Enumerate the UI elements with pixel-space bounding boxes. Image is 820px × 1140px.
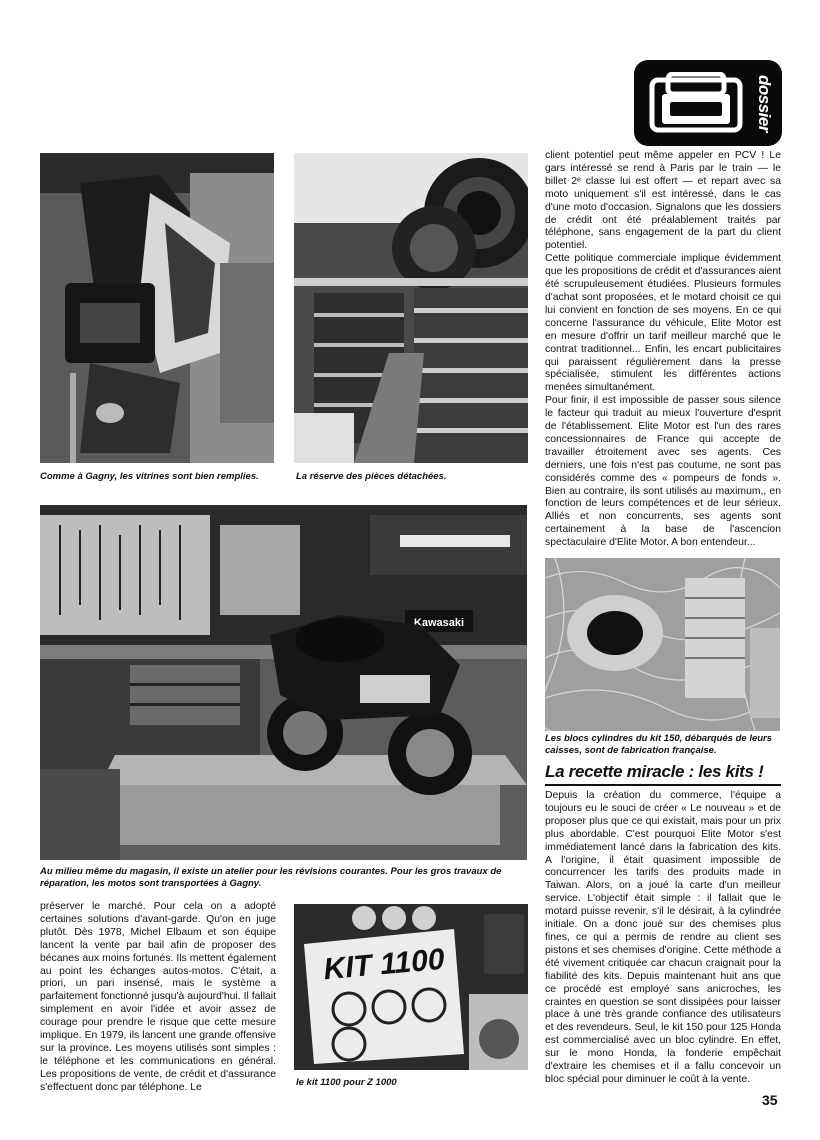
caption-vitrines: Comme à Gagny, les vitrines sont bien remplies. [40,471,259,482]
kawasaki-sign: Kawasaki [413,617,465,629]
paragraph: préserver le marché. Pour cela on a adopté certaines solutions d'avant-garde. Qu'on en juge plutôt. Dès 1978, Michel Elbaum et son équipe lancent la vente par bail afin de proposer des bécanes aux moins fortunés. Ils mettent également au point les échanges autos-motos. C'était, a priori, un pari insensé, mais le système a parfaitement fonctionné jusqu'à aujourd'hui. Il fallait simplement en avoir l'idée et avoir assez de courage pour prendre le risque que cette mesure implique. En 1979, ils lancent une grande offensive sur la province. Les moyens utilisés sont simples : le téléphone et les communications en général. Les propositions de vente, de crédit et d'assurance s'effectuent donc par téléphone. Le [40,901,276,1093]
photo-cylindres [545,558,780,731]
caption-kit: le kit 1100 pour Z 1000 [296,1077,397,1088]
photo-vitrines [40,153,274,463]
page-number: 35 [762,1092,778,1108]
right-column-bottom [545,790,781,1087]
paragraph: Pour finir, il est impossible de passer sous silence le facteur qui traduit au mieux l'ouverture d'esprit de l'établissement. Elite Motor est l'un des rares concessionnaires de France qui accepte de travailler étroitement avec ses agents. Ces derniers, une fois n'est pas coutume, ne sont pas considérés comme des « pompeurs de fonds ». Bien au contraire, ils sont utilisés au maximum,, en fonction de leurs compétences et de leur sérieux. Alliés et non concurrents, ses agents sont certainement à la base de l'ascencion spectaculaire d'Elite Motor. A bon entendeur... [545,395,781,549]
photo-reserve [294,153,528,463]
section-heading: La recette miracle : les kits ! [545,762,764,781]
heading-rule [545,784,781,786]
kit-box-label: KIT 1100 [322,942,446,987]
paragraph: Cette politique commerciale implique évidemment que les propositions de crédit et d'assurances aient été scrupuleusement étudiées. Plusieurs formules d'achat sont proposées, et le motard choisit ce qui lui convient en fonction de ses moyens. En ce qui concerne l'assurance du véhicule, Elite Motor est en mesure d'offrir un tarif meilleur marché que le contrat traditionnel... Enfin, les encart publicitaires qui paraissent régulièrement dans la presse spécialisée, stimulent les différentes actions menées simultanément. [545,253,781,394]
logo-word: dossier [755,74,774,132]
paragraph: client potentiel peut même appeler en PCV ! Le gars intéressé se rend à Paris par le train — le billet 2ᵉ classe lui est offert — et repart avec sa moto uniquement s'il est intéressé, dans le cas d'une moto d'occasion. Signalons que les dossiers de crédit ont été préalablement traités par téléphone, sans engagement de la part du client potentiel. [545,150,781,252]
photo-atelier [40,505,527,860]
paragraph: Depuis la création du commerce, l'équipe a toujours eu le souci de créer « Le nouveau » et de proposer plus que ce qui existait, mais pour un prix plus abordable. C'est pourquoi Elite Motor s'est immédiatement lancé dans la fabrication des kits. A l'origine, il était quasiment impossible de concurrencer les tarifs des produits made in Taiwan. Alors, on a joué la carte d'un meilleur service. L'objectif était simple : il fallait que le motard puisse revenir, s'il le désirait, à la cylindrée initiale. On a donc joué sur des chemises plus fines, ce qui a permis de rendre au client ses pistons et ses chemises d'origine. Cette méthode a été vivement critiquée car chacun craignait pour la fiabilité des kits. Depuis maintenant huit ans que ce procédé est employé sans anicroches, les craintes en question se sont dissipées pour laisser place à une très grande confiance des utilisateurs et des revendeurs. Seul, le kit 150 pour 125 Honda est commercialisé avec un bloc cylindre. En effet, sur le mono Honda, la fonderie empêchait d'extraire les chemises et il a fallu concevoir un bloc spécial pour diminuer le coût à la vente. [545,790,781,1085]
folder-clip-icon [648,72,744,134]
right-column-top [545,150,781,550]
caption-atelier: Au milieu même du magasin, il existe un atelier pour les révisions courantes. Pour les gros travaux de réparation, les motos sont transportées à Gagny. [40,866,502,889]
caption-reserve: La réserve des pièces détachées. [296,471,447,482]
photo-kit-1100 [294,904,528,1070]
dossier-logo [634,60,782,146]
left-column-bottom [40,901,276,1095]
caption-cylindres: Les blocs cylindres du kit 150, débarqués de leurs caisses, sont de fabrication française. [545,733,773,756]
